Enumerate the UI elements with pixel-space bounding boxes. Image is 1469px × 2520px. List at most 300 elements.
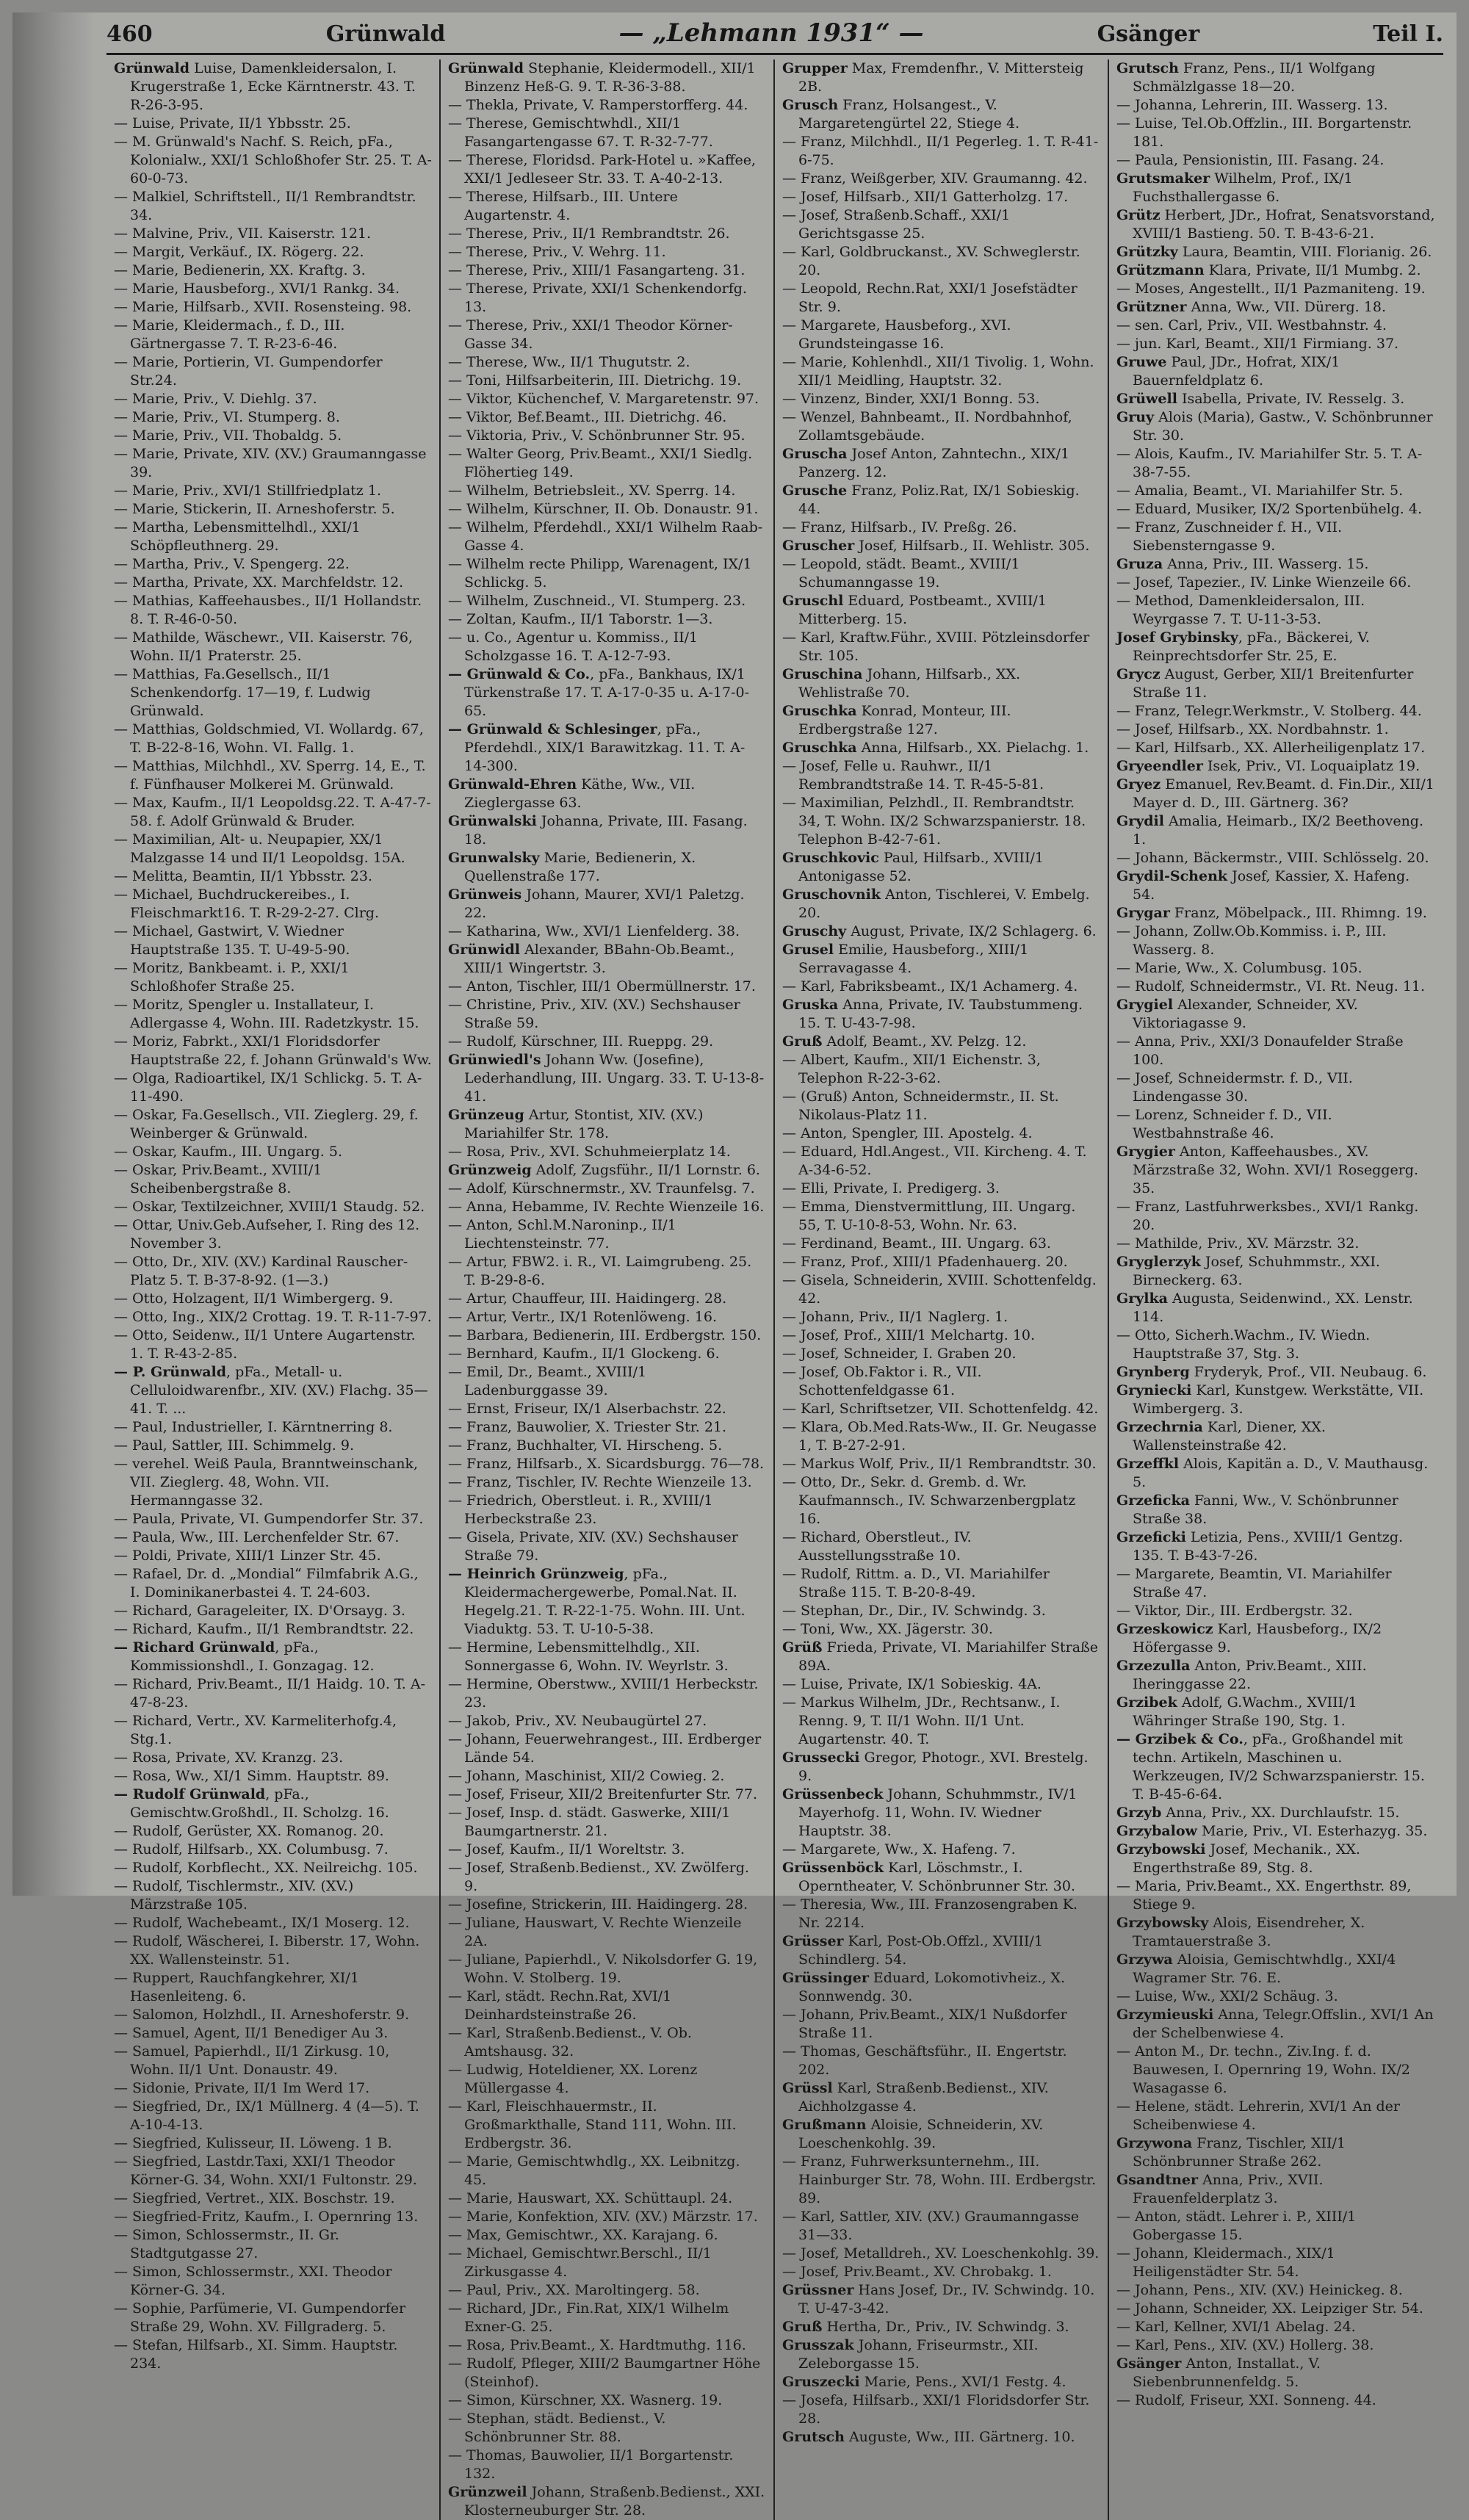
- entry-text: — Rosa, Priv.Beamt., X. Hardtmuthg. 116.: [448, 2337, 746, 2353]
- directory-entry: [1116, 904, 1436, 923]
- page-number: 460: [107, 21, 153, 47]
- directory-entry: [782, 1694, 1100, 1749]
- entry-text: Hertha, Dr., Priv., IV. Schwindg. 3.: [822, 2319, 1069, 2335]
- entry-text: Johann, Hilfsarb., XX. Wehlistraße 70.: [798, 666, 1020, 701]
- entry-text: — Michael, Buchdruckereibes., I. Fleischmarkt16. T. R-29-2-27. Clrg.: [114, 887, 379, 921]
- entry-text: Josef, Mechanik., XX. Engerthstraße 89, Stg. 8.: [1133, 1841, 1360, 1876]
- entry-surname: Grüssl: [782, 2080, 833, 2096]
- directory-entry: [1116, 574, 1436, 592]
- directory-entry: [448, 812, 766, 849]
- directory-entry: [114, 1290, 432, 1308]
- directory-entry: [448, 427, 766, 445]
- directory-entry: [1116, 243, 1436, 261]
- directory-entry: [782, 1528, 1100, 1565]
- column-3: [775, 59, 1109, 2520]
- entry-text: — Otto, Ing., XIX/2 Crottag. 19. T. R-11-7-97.: [114, 1309, 432, 1325]
- entry-text: — Michael, Gemischtwr.Berschl., II/1 Zirkusgasse 4.: [448, 2245, 712, 2280]
- entry-text: — Richard, JDr., Fin.Rat, XIX/1 Wilhelm Exner-G. 25.: [448, 2300, 729, 2335]
- directory-entry: [1116, 2391, 1436, 2410]
- directory-entry: [1116, 1455, 1436, 1492]
- directory-entry: [1116, 1033, 1436, 1069]
- entry-text: — Franz, Bauwolier, X. Triester Str. 21.: [448, 1419, 727, 1435]
- entry-text: — Therese, Gemischtwhdl., XII/1 Fasangartengasse 67. T. R-32-7-77.: [448, 115, 713, 150]
- entry-text: — Rudolf, Kürschner, III. Rueppg. 29.: [448, 1033, 714, 1050]
- entry-text: Alois, Eisendreher, X. Tramtauerstraße 3.: [1133, 1915, 1365, 1949]
- directory-entry: [448, 225, 766, 243]
- entry-text: — Markus Wolf, Priv., II/1 Rembrandtstr. 30.: [782, 1456, 1097, 1472]
- directory-entry: [1116, 776, 1436, 812]
- directory-entry: [114, 1528, 432, 1547]
- entry-text: Paul, Hilfsarb., XVIII/1 Antonigasse 52.: [798, 850, 1044, 884]
- directory-entry: [1116, 2208, 1436, 2245]
- entry-surname: — Grünwald & Schlesinger: [448, 721, 657, 737]
- entry-text: , pFa., Großhandel mit techn. Artikeln, Maschinen u. Werkzeugen, IV/2 Schwarzspanierstr. 15. T. B-45-6-64.: [1133, 1731, 1425, 1802]
- directory-entry: [782, 96, 1100, 133]
- entry-text: — Karl, Kellner, XVI/1 Abelag. 24.: [1116, 2319, 1356, 2335]
- entry-text: , pFa., Metall- u. Celluloidwarenfbr., XIV. (XV.) Flachg. 35—41. T. ...: [130, 1364, 428, 1417]
- directory-entry: [114, 317, 432, 353]
- directory-entry: [1116, 2318, 1436, 2336]
- entry-surname: Grzechrnia: [1116, 1419, 1203, 1435]
- directory-entry: [114, 757, 432, 794]
- entry-text: — Paula, Pensionistin, III. Fasang. 24.: [1116, 152, 1385, 168]
- directory-entry: [782, 280, 1100, 317]
- directory-entry: [448, 1951, 766, 1988]
- directory-entry: [782, 2116, 1100, 2153]
- directory-entry: [114, 1161, 432, 1198]
- directory-entry: [782, 1345, 1100, 1363]
- directory-entry: [448, 665, 766, 721]
- directory-entry: [114, 1620, 432, 1639]
- entry-text: Klara, Private, II/1 Mumbg. 2.: [1204, 262, 1421, 278]
- directory-entry: [1116, 1235, 1436, 1253]
- entry-text: — Rudolf, Hilfsarb., XX. Columbusg. 7.: [114, 1841, 389, 1857]
- entry-text: — Siegfried, Lastdr.Taxi, XXI/1 Theodor Körner-G. 34, Wohn. XXI/1 Fultonstr. 29.: [114, 2153, 417, 2188]
- entry-text: — Vinzenz, Binder, XXI/1 Bonng. 53.: [782, 391, 1040, 407]
- entry-text: Karl, Post-Ob.Offzl., XVIII/1 Schindlerg. 54.: [798, 1933, 1043, 1968]
- directory-entry: [448, 2300, 766, 2336]
- directory-entry: [448, 592, 766, 610]
- entry-text: — Michael, Gastwirt, V. Wiedner Hauptstraße 135. T. U-49-5-90.: [114, 923, 350, 958]
- entry-text: — Hermine, Oberstww., XVIII/1 Herbeckstr. 23.: [448, 1676, 759, 1711]
- entry-surname: Grünzweig: [448, 1162, 532, 1178]
- entry-text: — Oskar, Kaufm., III. Ungarg. 5.: [114, 1144, 342, 1160]
- entry-surname: Grydil-Schenk: [1116, 868, 1228, 884]
- entry-text: — Luise, Ww., XXI/2 Schäug. 3.: [1116, 1988, 1338, 2004]
- entry-text: — jun. Karl, Beamt., XII/1 Firmiang. 37.: [1116, 336, 1399, 352]
- directory-entry: [1116, 2171, 1436, 2208]
- directory-entry: [448, 1345, 766, 1363]
- entry-text: — Albert, Kaufm., XII/1 Eichenstr. 3, Telephon R-22-3-62.: [782, 1052, 1041, 1086]
- directory-entry: [782, 978, 1100, 996]
- directory-entry: [782, 1639, 1100, 1675]
- entry-text: — Margarete, Beamtin, VI. Mariahilfer Straße 47.: [1116, 1566, 1392, 1600]
- directory-entry: [1116, 1290, 1436, 1326]
- entry-text: — Artur, FBW2. i. R., VI. Laimgrubeng. 25. T. B-29-8-6.: [448, 1254, 752, 1288]
- entry-text: — Adolf, Kürschnermstr., XV. Traunfelsg. 7.: [448, 1180, 755, 1196]
- directory-entry: [782, 1271, 1100, 1308]
- entry-text: Auguste, Ww., III. Gärtnerg. 10.: [844, 2429, 1075, 2445]
- directory-entry: [114, 1510, 432, 1528]
- directory-entry: [1116, 500, 1436, 519]
- directory-entry: [1116, 1822, 1436, 1841]
- directory-entry: [1116, 1877, 1436, 1914]
- entry-surname: Gryniecki: [1116, 1382, 1192, 1398]
- entry-text: — Rudolf, Wachebeamt., IX/1 Moserg. 12.: [114, 1915, 410, 1931]
- entry-text: — Otto, Holzagent, II/1 Wimbergerg. 9.: [114, 1290, 394, 1307]
- directory-entry: [114, 1363, 432, 1418]
- entry-surname: Grzeficka: [1116, 1492, 1190, 1509]
- entry-surname: Grzeffkl: [1116, 1456, 1180, 1472]
- entry-text: Anna, Telegr.Offslin., XVI/1 An der Schelbenwiese 4.: [1133, 2007, 1434, 2041]
- directory-entry: [1116, 1326, 1436, 1363]
- directory-entry: [448, 243, 766, 261]
- entry-text: — Moritz, Bankbeamt. i. P., XXI/1 Schloßhofer Straße 25.: [114, 960, 350, 994]
- entry-text: — Malvine, Priv., VII. Kaiserstr. 121.: [114, 225, 372, 242]
- entry-text: Eduard, Lokomotivheiz., X. Sonnwendg. 30.: [798, 1970, 1065, 2004]
- entry-text: — Marie, Gemischtwhdlg., XX. Leibnitzg. 45.: [448, 2153, 740, 2188]
- directory-entry: [114, 923, 432, 959]
- directory-entry: [114, 2006, 432, 2024]
- directory-entry: [448, 482, 766, 500]
- directory-entry: [782, 1969, 1100, 2006]
- entry-text: — Karl, Schriftsetzer, VII. Schottenfeldg. 42.: [782, 1401, 1099, 1417]
- directory-entry: [114, 445, 432, 482]
- directory-entry: [1116, 1951, 1436, 1988]
- directory-entry: [1116, 298, 1436, 317]
- entry-text: — Wilhelm, Betriebsleit., XV. Sperrg. 14.: [448, 483, 736, 499]
- directory-entry: [1116, 996, 1436, 1033]
- entry-text: — Rudolf, Friseur, XXI. Sonneng. 44.: [1116, 2392, 1376, 2408]
- entry-surname: — Rudolf Grünwald: [114, 1786, 266, 1802]
- part-label: Teil I.: [1373, 21, 1443, 47]
- entry-text: — Melitta, Beamtin, II/1 Ybbsstr. 23.: [114, 868, 372, 884]
- entry-surname: Grynberg: [1116, 1364, 1190, 1380]
- entry-text: — Johann, Feuerwehrangest., III. Erdberger Lände 54.: [448, 1731, 762, 1766]
- directory-entry: [448, 629, 766, 665]
- entry-surname: Grußmann: [782, 2117, 867, 2133]
- directory-entry: [114, 959, 432, 996]
- directory-entry: [1116, 757, 1436, 776]
- directory-entry: [114, 1786, 432, 1822]
- entry-text: Anna, Private, IV. Taubstummeng. 15. T. U-43-7-98.: [798, 997, 1083, 1031]
- entry-text: , pFa., Kleidermachergewerbe, Pomal.Nat. II. Hegelg.21. T. R-22-1-75. Wohn. III. Unt. Viaduktg. 53. T. U-10-5-38.: [464, 1566, 746, 1637]
- directory-entry: [448, 886, 766, 923]
- entry-surname: Grygier: [1116, 1144, 1175, 1160]
- entry-text: — Toni, Hilfsarbeiterin, III. Dietrichg. 19.: [448, 372, 742, 389]
- directory-entry: [448, 2355, 766, 2391]
- directory-entry: [114, 1198, 432, 1216]
- entry-text: — Rosa, Priv., XVI. Schuhmeierplatz 14.: [448, 1144, 731, 1160]
- directory-entry: [1116, 1253, 1436, 1290]
- directory-entry: [782, 2153, 1100, 2208]
- directory-entry: [114, 1418, 432, 1437]
- directory-entry: [1116, 59, 1436, 96]
- entry-text: Frieda, Private, VI. Mariahilfer Straße 89A.: [798, 1639, 1099, 1674]
- directory-entry: [448, 2189, 766, 2208]
- directory-entry: [448, 849, 766, 886]
- entry-text: Marie, Pens., XVI/1 Festg. 4.: [859, 2374, 1066, 2390]
- directory-entry: [448, 941, 766, 978]
- directory-entry: [448, 2391, 766, 2410]
- directory-entry: [1116, 115, 1436, 151]
- entry-surname: Gryglerzyk: [1116, 1254, 1201, 1270]
- entry-text: — Johann, Pens., XIV. (XV.) Heinickeg. 8.: [1116, 2282, 1403, 2298]
- directory-entry: [1116, 1620, 1436, 1657]
- entry-text: — Richard, Vertr., XV. Karmeliterhofg.4, Stg.1.: [114, 1713, 397, 1747]
- entry-surname: Grycz: [1116, 666, 1161, 682]
- directory-entry: [448, 1528, 766, 1565]
- entry-text: — Hermine, Lebensmittelhdlg., XII. Sonnergasse 6, Wohn. IV. Weyrlstr. 3.: [448, 1639, 729, 1674]
- entry-text: — Richard, Kaufm., II/1 Rembrandtstr. 22.: [114, 1621, 414, 1637]
- entry-text: Marie, Bedienerin, X. Quellenstraße 177.: [464, 850, 696, 884]
- directory-entry: [782, 1143, 1100, 1180]
- entry-text: — Josef, Ob.Faktor i. R., VII. Schottenfeldgasse 61.: [782, 1364, 982, 1398]
- entry-text: — Bernhard, Kaufm., II/1 Glockeng. 6.: [448, 1346, 720, 1362]
- entry-text: — Oskar, Fa.Gesellsch., VII. Zieglerg. 29, f. Weinberger & Grünwald.: [114, 1107, 419, 1141]
- entry-text: — Josef, Hilfsarb., XX. Nordbahnstr. 1.: [1116, 721, 1389, 737]
- directory-entry: [782, 1088, 1100, 1124]
- directory-entry: [448, 1455, 766, 1473]
- directory-entry: [1116, 721, 1436, 739]
- directory-entry: [448, 1253, 766, 1290]
- directory-entry: [448, 2024, 766, 2061]
- entry-text: Josef, Kassier, X. Hafeng. 54.: [1133, 868, 1410, 903]
- directory-entry: [448, 96, 766, 115]
- directory-entry: [782, 1841, 1100, 1859]
- entry-text: — Siegfried, Vertret., XIX. Boschstr. 19.: [114, 2190, 395, 2206]
- directory-entry: [114, 794, 432, 831]
- directory-entry: [1116, 2006, 1436, 2043]
- directory-entry: [448, 261, 766, 280]
- entry-text: Laura, Beamtin, VIII. Florianig. 26.: [1177, 244, 1432, 260]
- entry-text: — Klara, Ob.Med.Rats-Ww., II. Gr. Neugasse 1, T. B-27-2-91.: [782, 1419, 1097, 1454]
- entry-surname: Grünwalski: [448, 813, 537, 829]
- directory-entry: [448, 2410, 766, 2447]
- entry-text: — Marie, Hauswart, XX. Schüttaupl. 24.: [448, 2190, 733, 2206]
- entry-text: — Siegfried, Dr., IX/1 Müllnerg. 4 (4—5). T. A-10-4-13.: [114, 2098, 419, 2133]
- entry-text: — Franz, Tischler, IV. Rechte Wienzeile 13.: [448, 1474, 752, 1490]
- directory-entry: [448, 610, 766, 629]
- entry-text: — Josef, Prof., XIII/1 Melchartg. 10.: [782, 1327, 1036, 1343]
- entry-text: — Franz, Fuhrwerksunternehm., III. Hainburger Str. 78, Wohn. III. Erdbergstr. 89.: [782, 2153, 1097, 2206]
- directory-entry: [1116, 335, 1436, 353]
- directory-page: [12, 12, 1457, 2519]
- entry-surname: Grygar: [1116, 905, 1170, 921]
- entry-text: Käthe, Ww., VII. Zieglergasse 63.: [464, 776, 696, 811]
- entry-surname: Grutsch: [1116, 60, 1179, 76]
- directory-entry: [782, 1124, 1100, 1143]
- entry-surname: Grünzeug: [448, 1107, 524, 1123]
- directory-entry: [1116, 1804, 1436, 1822]
- entry-surname: Grüß: [782, 1639, 823, 1656]
- entry-surname: Grzywa: [1116, 1952, 1173, 1968]
- directory-entry: [782, 1749, 1100, 1786]
- directory-entry: [782, 2336, 1100, 2373]
- directory-entry: [114, 1969, 432, 2006]
- directory-entry: [1116, 923, 1436, 959]
- entry-text: — Lorenz, Schneider f. D., VII. Westbahnstraße 46.: [1116, 1107, 1332, 1141]
- entry-text: — Anton, Spengler, III. Apostelg. 4.: [782, 1125, 1033, 1141]
- entry-text: Johann, Friseurmstr., XII. Zeleborgasse 15.: [798, 2337, 1039, 2372]
- directory-entry: [114, 482, 432, 500]
- directory-entry: [782, 1455, 1100, 1473]
- directory-entry: [782, 537, 1100, 555]
- directory-entry: [448, 1804, 766, 1841]
- directory-entry: [1116, 317, 1436, 335]
- entry-text: Emanuel, Rev.Beamt. d. Fin.Dir., XII/1 Mayer d. D., III. Gärtnerg. 36?: [1133, 776, 1434, 811]
- entry-text: Franz, Poliz.Rat, IX/1 Sobieskig. 44.: [798, 483, 1080, 517]
- entry-text: — Luise, Private, II/1 Ybbsstr. 25.: [114, 115, 351, 131]
- directory-entry: [114, 1712, 432, 1749]
- entry-text: — Therese, Hilfsarb., III. Untere Augartenstr. 4.: [448, 189, 678, 223]
- directory-entry: [448, 500, 766, 519]
- entry-text: — Karl, Straßenb.Bedienst., V. Ob. Amtshausg. 32.: [448, 2025, 692, 2059]
- directory-entry: [782, 629, 1100, 665]
- entry-text: — Marie, Priv., VI. Stumperg. 8.: [114, 409, 340, 425]
- entry-surname: Grünzweil: [448, 2484, 527, 2500]
- directory-entry: [782, 2208, 1100, 2245]
- entry-text: — verehel. Weiß Paula, Branntweinschank, VII. Zieglerg. 48, Wohn. VII. Hermanngasse 32.: [114, 1456, 419, 1509]
- entry-text: — u. Co., Agentur u. Kommiss., II/1 Scholzgasse 16. T. A-12-7-93.: [448, 629, 699, 664]
- directory-entry: [1116, 812, 1436, 849]
- entry-surname: — Richard Grünwald: [114, 1639, 275, 1656]
- entry-text: Franz, Pens., II/1 Wolfgang Schmälzlgasse 18—20.: [1133, 60, 1376, 95]
- directory-entry: [1116, 2300, 1436, 2318]
- entry-text: — Therese, Priv., XIII/1 Fasangarteng. 31.: [448, 262, 746, 278]
- entry-text: Franz, Tischler, XII/1 Schönbrunner Straße 262.: [1133, 2135, 1346, 2170]
- entry-surname: Grussecki: [782, 1750, 860, 1766]
- entry-text: — Malkiel, Schriftstell., II/1 Rembrandtstr. 34.: [114, 189, 416, 223]
- entry-text: Max, Fremdenfhr., V. Mittersteig 2B.: [798, 60, 1084, 95]
- entry-text: — Viktoria, Priv., V. Schönbrunner Str. 95.: [448, 427, 746, 444]
- entry-surname: — P. Grünwald: [114, 1364, 227, 1380]
- directory-entry: [782, 133, 1100, 170]
- directory-entry: [114, 1639, 432, 1675]
- directory-entry: [114, 592, 432, 629]
- directory-entry: [782, 1235, 1100, 1253]
- directory-entry: [448, 1565, 766, 1639]
- entry-text: — Franz, Telegr.Werkmstr., V. Stolberg. 44.: [1116, 703, 1422, 719]
- directory-entry: [114, 721, 432, 757]
- entry-surname: — Heinrich Grünzweig: [448, 1566, 624, 1582]
- entry-surname: Grzeficki: [1116, 1529, 1186, 1545]
- entry-text: — Marie, Bedienerin, XX. Kraftg. 3.: [114, 262, 366, 278]
- entry-text: — Christine, Priv., XIV. (XV.) Sechshauser Straße 59.: [448, 997, 740, 1031]
- entry-text: — Franz, Weißgerber, XIV. Graumanng. 42.: [782, 170, 1088, 187]
- entry-surname: Gruy: [1116, 409, 1155, 425]
- directory-entry: [782, 390, 1100, 408]
- directory-entry: [1116, 1694, 1436, 1730]
- entry-text: — Wilhelm recte Philipp, Warenagent, IX/1 Schlickg. 5.: [448, 556, 752, 591]
- entry-text: Isek, Priv., VI. Loquaiplatz 19.: [1202, 758, 1421, 774]
- entry-text: Luise, Damenkleidersalon, I. Krugerstraße 1, Ecke Kärntnerstr. 43. T. R-26-3-95.: [130, 60, 416, 113]
- directory-entry: [448, 1639, 766, 1675]
- entry-text: — Therese, Private, XXI/1 Schenkendorfg. 13.: [448, 281, 747, 315]
- directory-entry: [782, 923, 1100, 941]
- entry-text: — Paul, Priv., XX. Maroltingerg. 58.: [448, 2282, 700, 2298]
- entry-text: — Markus Wilhelm, JDr., Rechtsanw., I. Renng. 9, T. II/1 Wohn. II/1 Unt. Augartenstr. 40. T.: [782, 1694, 1061, 1747]
- directory-entry: [448, 996, 766, 1033]
- directory-entry: [114, 1877, 432, 1914]
- entry-text: — sen. Carl, Priv., VII. Westbahnstr. 4.: [1116, 317, 1387, 333]
- entry-surname: Gruschina: [782, 666, 863, 682]
- directory-entry: [114, 2153, 432, 2189]
- entry-surname: Gryeendler: [1116, 758, 1203, 774]
- entry-surname: Grützmann: [1116, 262, 1205, 278]
- entry-text: Josef, Hilfsarb., II. Wehlistr. 305.: [854, 538, 1090, 554]
- directory-entry: [114, 665, 432, 721]
- entry-text: Alois, Kapitän a. D., V. Mauthausg. 5.: [1133, 1456, 1429, 1490]
- entry-surname: Gruza: [1116, 556, 1163, 572]
- entry-text: — Moses, Angestellt., II/1 Pazmaniteng. 19.: [1116, 281, 1426, 297]
- directory-entry: [114, 1675, 432, 1712]
- running-head-right: Gsänger: [1097, 21, 1200, 47]
- entry-text: Alexander, BBahn-Ob.Beamt., XIII/1 Wingertstr. 3.: [464, 942, 734, 976]
- entry-text: Johanna, Private, III. Fasang. 18.: [464, 813, 748, 848]
- directory-entry: [1116, 665, 1436, 702]
- directory-entry: [782, 1418, 1100, 1455]
- directory-entry: [1116, 739, 1436, 757]
- entry-text: — Emma, Dienstvermittlung, III. Ungarg. 55, T. U-10-8-53, Wohn. Nr. 63.: [782, 1199, 1076, 1233]
- entry-surname: Gruß: [782, 2319, 823, 2335]
- directory-entry: [782, 996, 1100, 1033]
- directory-entry: [1116, 151, 1436, 170]
- entry-text: — Franz, Buchhalter, VI. Hirscheng. 5.: [448, 1437, 723, 1454]
- entry-text: Anna, Ww., VII. Dürerg. 18.: [1186, 299, 1386, 315]
- directory-entry: [782, 1602, 1100, 1620]
- entry-text: — Marie, Hilfsarb., XVII. Rosensteing. 98.: [114, 299, 412, 315]
- entry-surname: Grüsser: [782, 1933, 844, 1949]
- entry-text: — Walter Georg, Priv.Beamt., XXI/1 Siedlg. Flöhertieg 149.: [448, 446, 753, 480]
- entry-text: — Johann, Kleidermach., XIX/1 Heiligenstädter Str. 54.: [1116, 2245, 1335, 2280]
- entry-text: Karl, Straßenb.Bedienst., XIV. Aichholzgasse 4.: [798, 2080, 1049, 2115]
- directory-entry: [114, 188, 432, 225]
- directory-entry: [114, 1326, 432, 1363]
- directory-entry: [782, 1565, 1100, 1602]
- entry-text: Wilhelm, Prof., IX/1 Fuchsthallergasse 6.: [1133, 170, 1353, 205]
- directory-entry: [448, 1143, 766, 1161]
- directory-entry: [448, 115, 766, 151]
- entry-text: — Johann, Priv., II/1 Naglerg. 1.: [782, 1309, 1008, 1325]
- entry-text: Aloisia, Gemischtwhdlg., XXI/4 Wagramer Str. 76. E.: [1133, 1952, 1396, 1986]
- entry-surname: Grzybowski: [1116, 1841, 1206, 1857]
- entry-text: , pFa., Bäckerei, V. Reinprechtsdorfer Str. 25, E.: [1133, 629, 1370, 664]
- directory-entry: [114, 1859, 432, 1877]
- directory-entry: [1116, 2281, 1436, 2300]
- entry-surname: Gruschy: [782, 923, 847, 939]
- directory-entry: [114, 2226, 432, 2263]
- entry-text: Adolf, G.Wachm., XVIII/1 Währinger Straße 190, Stg. 1.: [1133, 1694, 1357, 1729]
- entry-text: — Margit, Verkäuf., IX. Rögerg. 22.: [114, 244, 364, 260]
- directory-entry: [782, 2263, 1100, 2281]
- directory-entry: [114, 886, 432, 923]
- entry-text: — Franz, Lastfuhrwerksbes., XVI/1 Rankg. 20.: [1116, 1199, 1419, 1233]
- entry-text: — Therese, Priv., V. Wehrg. 11.: [448, 244, 666, 260]
- book-gutter: [12, 12, 95, 1896]
- entry-text: — Ernst, Friseur, IX/1 Alserbachstr. 22.: [448, 1401, 726, 1417]
- entry-text: — Stephan, Dr., Dir., IV. Schwindg. 3.: [782, 1603, 1046, 1619]
- directory-entry: [114, 59, 432, 115]
- entry-text: — Leopold, Rechn.Rat, XXI/1 Josefstädter Str. 9.: [782, 281, 1078, 315]
- directory-entry: [114, 2189, 432, 2208]
- directory-entry: [1116, 629, 1436, 665]
- directory-entry: [448, 1308, 766, 1326]
- directory-entry: [114, 133, 432, 188]
- directory-entry: [782, 1786, 1100, 1841]
- entry-text: — Josef, Hilfsarb., XII/1 Gatterholzg. 17.: [782, 189, 1069, 205]
- entry-text: — Juliane, Papierhdl., V. Nikolsdorfer G. 19, Wohn. V. Stolberg. 19.: [448, 1952, 758, 1986]
